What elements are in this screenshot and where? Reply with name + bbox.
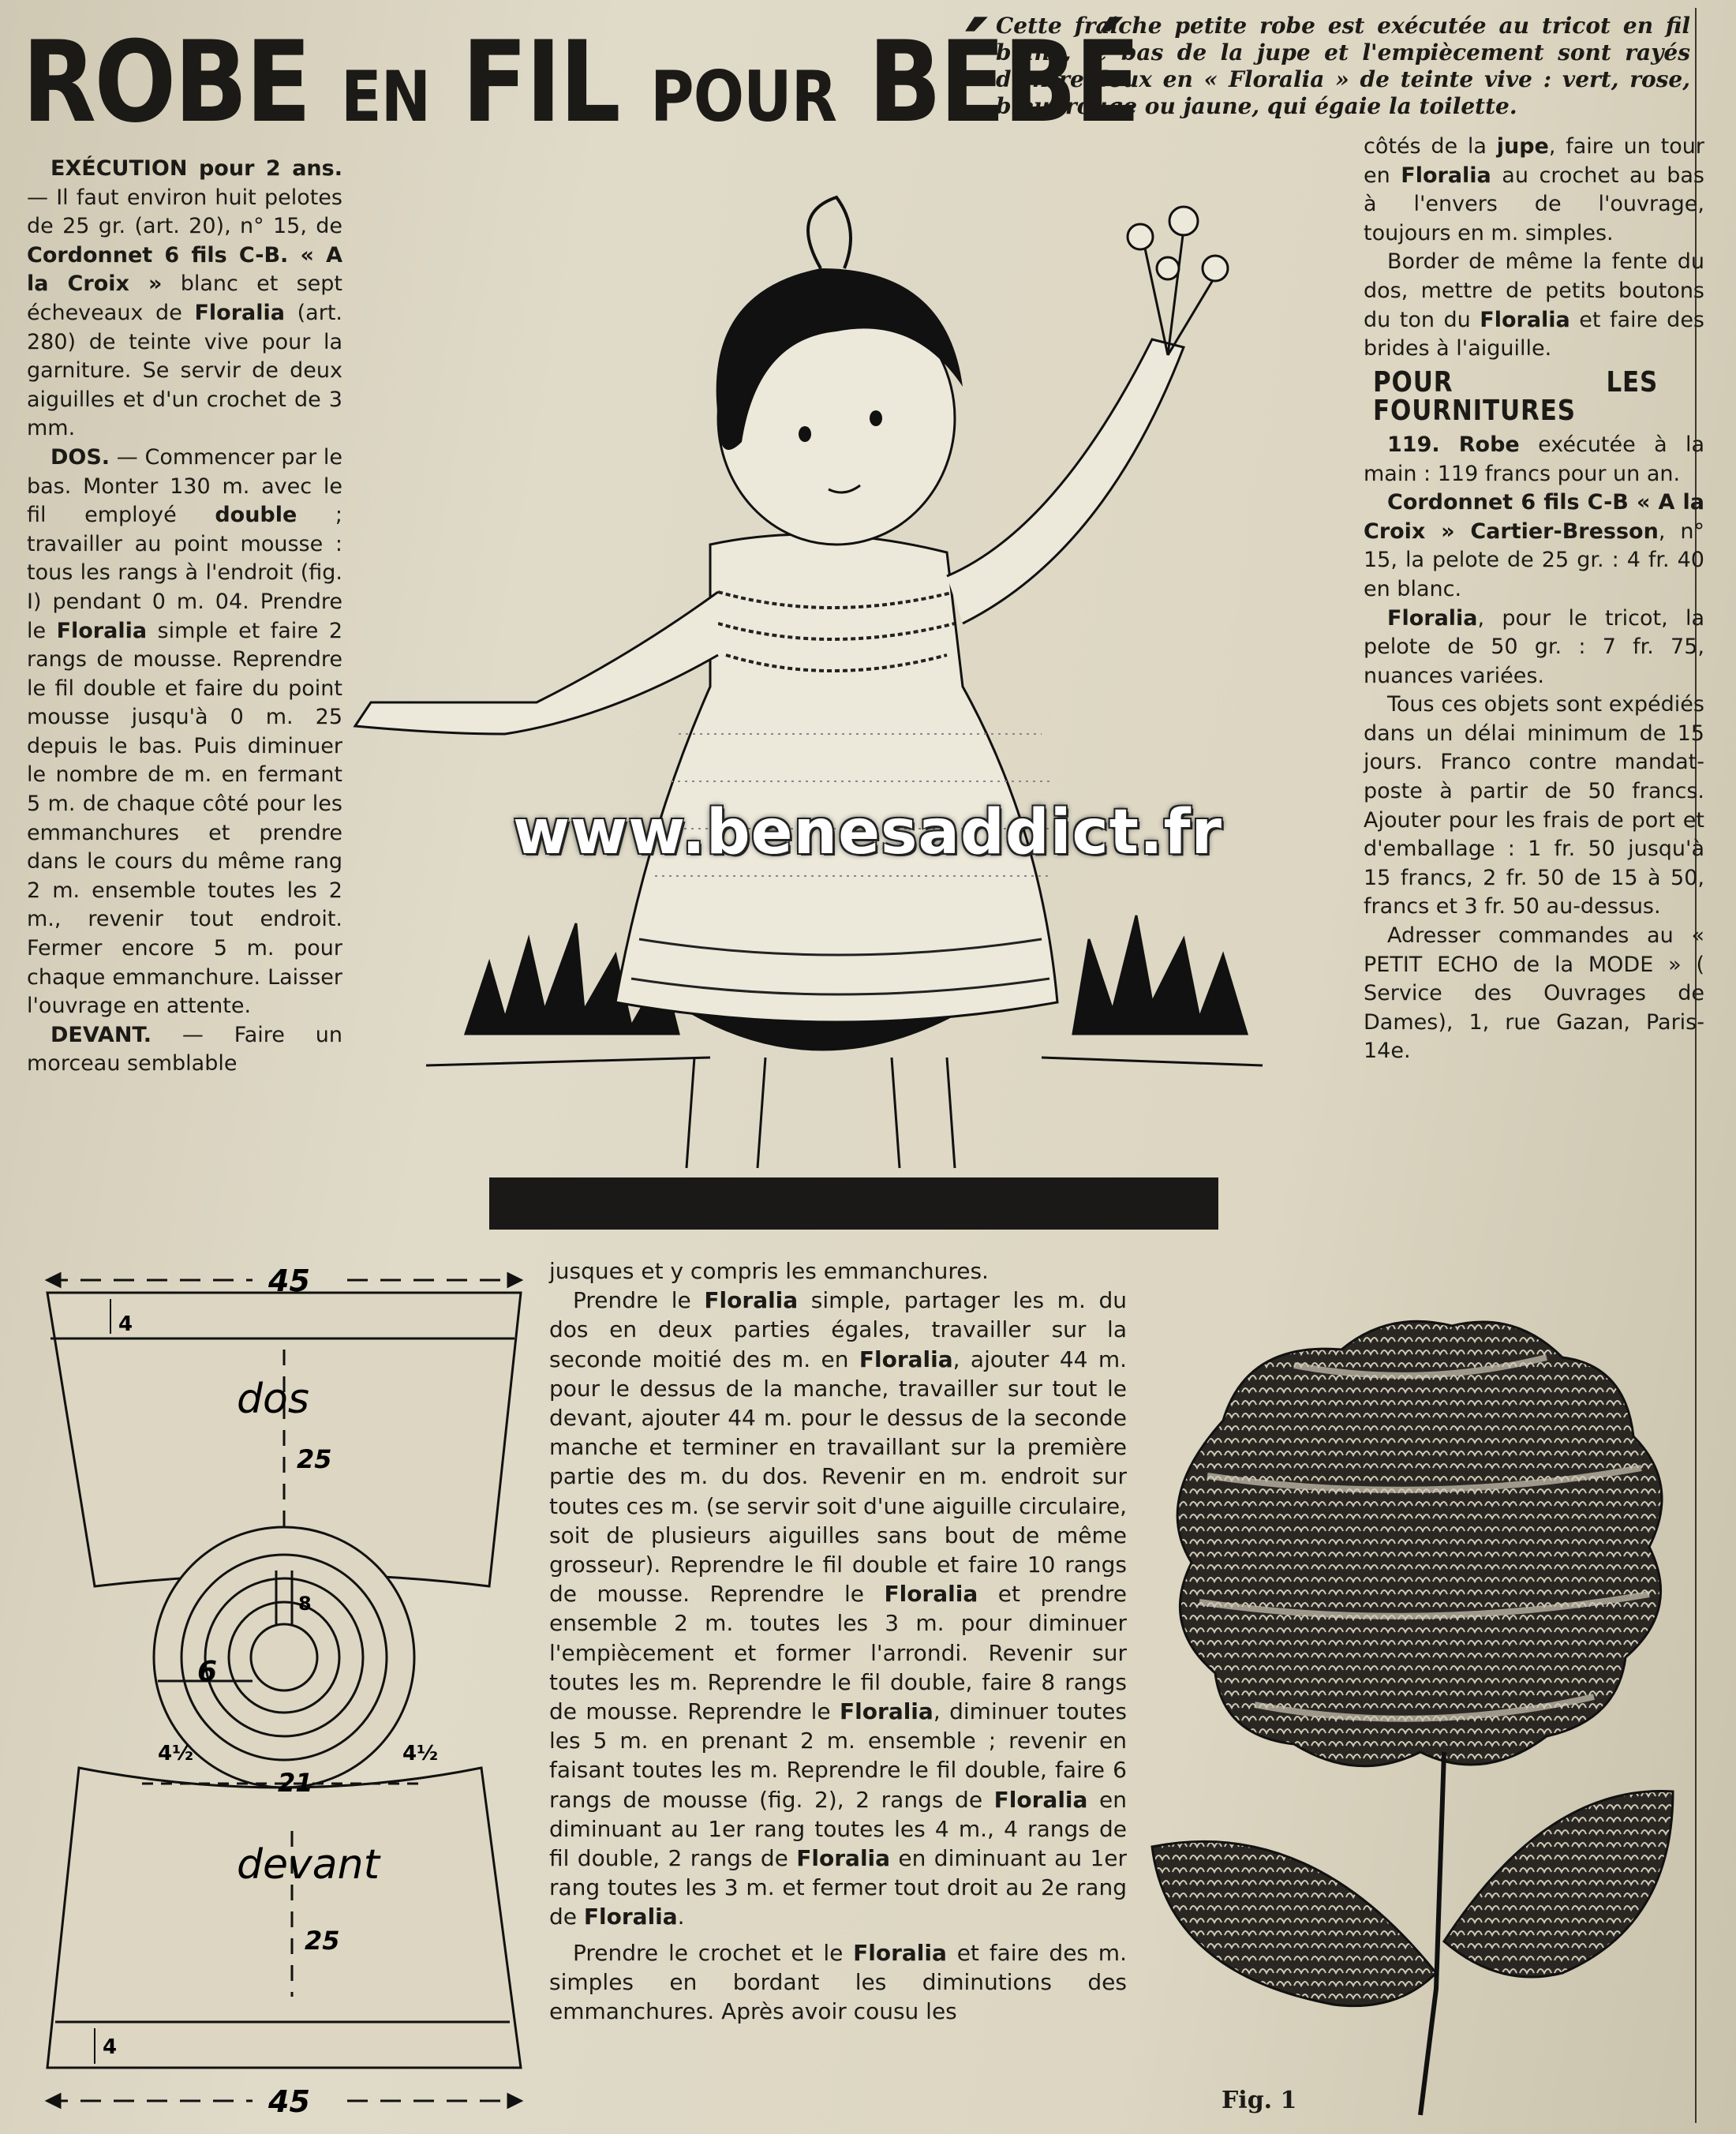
dim-top-band: 4 [118, 1312, 133, 1336]
watermark: www.benesaddict.fr [513, 797, 1223, 868]
dim-side-left: 4½ [158, 1742, 194, 1765]
dim-devant-height: 25 [305, 1926, 340, 1956]
devant-label: DEVANT. [51, 1022, 152, 1047]
dim-dos-height: 25 [297, 1444, 332, 1474]
page-title [22, 16, 1139, 150]
child-head [716, 197, 963, 545]
column-right-top: côtés de la jupe, faire un tour en Floralia au crochet au bas à l'envers de l'ouvrage, toujours en m. simples. Border de même la fente du dos, mettre de petits boutons du ton du Floralia et faire des brides à l'aiguille. POUR LES FOURNITURES 119. Robe exécutée à la main : 119 francs pour un an. Cordonnet 6 fils C-B « A la Croix » Cartier-Bresson, n° 15, la pelote de 25 gr. : 4 fr. 40 en blanc. Floralia, pour le tricot, la pelote de 50 gr. : 7 fr. 75, nuances variées. Tous ces objets sont expédiés dans un délai minimum de 15 jours. Franco contre mandat-poste à partir de 50 francs. Ajouter pour les frais de port et d'emballage : 1 fr. 50 jusqu'à 15 francs, 2 fr. 50 de 15 à 50, francs et 3 fr. 50 au-dessus. Adresser commandes au « PETIT ECHO de la MODE » ( Service des Ouvrages de Dames), 1, rue Gazan, Paris-14e. [1364, 134, 1705, 1064]
dim-mid-width: 21 [278, 1768, 313, 1798]
column-execution: EXÉCUTION pour 2 ans. — Il faut environ huit pelotes de 25 gr. (art. 20), n° 15, de Cordonnet 6 fils C-B. « A la Croix » blanc et sept écheveaux de Floralia (art. 280) de teinte vive pour la garniture. Se servir de deux aiguilles et d'un crochet de 3 mm. DOS. — Commencer par le bas. Monter 130 m. avec le fil employé double ; travailler au point mousse : tous les rangs à l'endroit (fig. I) pendant 0 m. 04. Prendre le Floralia simple et faire 2 rangs de mousse. Reprendre le fil double et faire du point mousse jusqu'à 0 m. 25 depuis le bas. Puis diminuer le nombre de m. en fermant 5 m. de chaque côté pour les emmanchures et prendre dans le cours du même rang 2 m. ensemble toutes les 2 m., revenir tout endroit. Fermer encore 5 m. pour chaque emmanchure. Laisser l'ouvrage en attente. DEVANT. — Faire un morceau semblable [27, 156, 343, 1076]
label-devant: devant [237, 1841, 380, 1889]
dim-collar-radius: 6 [197, 1656, 218, 1688]
supplies-heading: POUR LES FOURNITURES [1373, 365, 1659, 428]
dim-side-right: 4½ [402, 1742, 439, 1765]
figure-label: Fig. 1 [1222, 2087, 1297, 2114]
dim-bottom-width: 45 [268, 2084, 310, 2119]
pattern-diagram [32, 1255, 537, 2131]
dim-bottom-band: 4 [103, 2035, 118, 2059]
black-divider-bar [489, 1177, 1218, 1230]
dim-top-width: 45 [268, 1264, 310, 1298]
knit-flower-figure [1136, 1294, 1689, 2123]
execution-label: EXÉCUTION pour 2 ans. [51, 156, 342, 181]
dos-label: DOS. [51, 444, 110, 470]
intro-text: Cette fraiche petite robe est exécutée au tricot en fil blanc, le bas de la jupe et l'empiècement sont rayés d'entre-deux en « Floralia » de teinte vive : vert, rose, bleu, rouge ou jaune, qui égaie la toilette. [996, 13, 1690, 119]
flower-bouquet [1128, 207, 1228, 355]
column-middle: jusques et y compris les emmanchures. Prendre le Floralia simple, partager les m. du dos en deux parties égales, travailler sur la seconde moitié des m. en Floralia, ajouter 44 m. pour le dessus de la manche, travailler sur tout le devant, ajouter 44 m. pour le dessus de la seconde manche et terminer en travaillant sur la première partie des m. du dos. Revenir en m. endroit sur toutes ces m. (se servir soit d'une aiguille circulaire, soit de plusieurs aiguilles sans bout de même grosseur). Reprendre le fil double et faire 10 rangs de mousse. Reprendre le Floralia et prendre ensemble 2 m. toutes les 3 m. pour diminuer l'empiècement et former l'arrondi. Revenir sur toutes les m. Reprendre le fil double, faire 8 rangs de mousse. Reprendre le Floralia, diminuer toutes les 5 m. en prenant 2 m. ensemble ; revenir en faisant toutes les m. Reprendre le fil double, faire 6 rangs de mousse (fig. 2), 2 rangs de Floralia en diminuant au 1er rang toutes les 4 m., 4 rangs de fil double, 2 rangs de Floralia en diminuant au 1er rang toutes les 3 m. et fermer tout droit au 2e rang de Floralia. Prendre le crochet et le Floralia et faire des m. simples en bordant les diminutions des emmanchures. Après avoir cousu les [549, 1258, 1128, 2025]
dim-inner: 8 [298, 1593, 312, 1615]
title-word-robe: ROBE EN FIL POUR BÉBÉ [22, 17, 1139, 148]
label-dos: dos [237, 1376, 309, 1423]
child-illustration [347, 182, 1373, 1176]
